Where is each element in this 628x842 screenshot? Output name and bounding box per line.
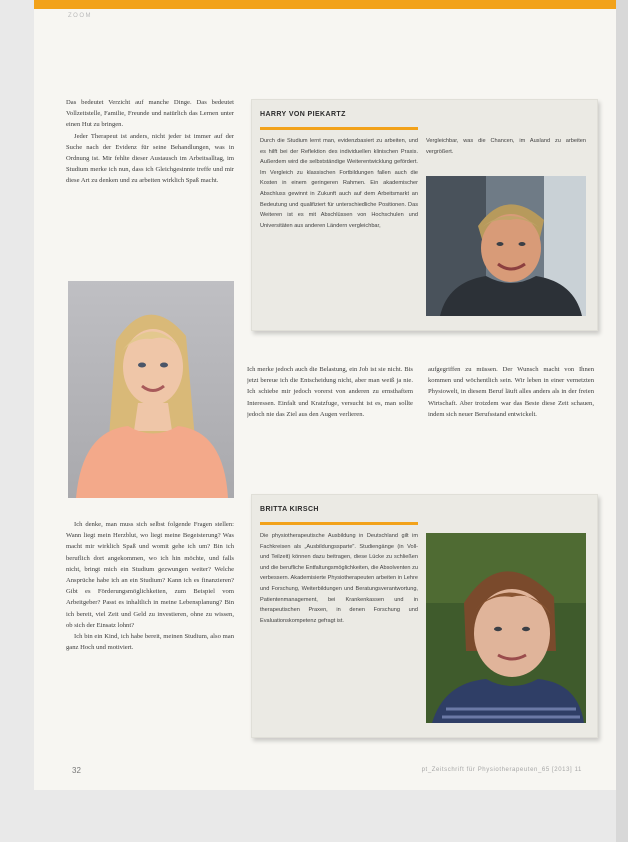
top-accent-band [34, 0, 616, 9]
page-edge-shadow [616, 0, 628, 842]
right-column-text [428, 364, 594, 474]
journal-reference: pt_Zeitschrift für Physiotherapeuten_65 [2013] 11 [421, 767, 582, 773]
box-accent-rule [260, 127, 418, 130]
paragraph: Ich denke, man muss sich selbst folgende Fragen stellen: Wann liegt mein Herzblut, wo liegt meine Begeisterung? Was macht mir wirklich Spaß und womit gehe ich um? Bin ich beruflich dort angekommen, wo ich hin möchte, und falls nicht, bringt mich ein Studium gezwungen weiter? Welche Ansprüche habe ich an ein Studium? Kann ich es finanzieren? Gibt es Förderungsmöglichkeiten, zum Beispiel vom Arbeitgeber? Passt es inhaltlich in meine Lebensplanung? Bin ich bereit, viel Zeit und Geld zu investieren, ohne zu wissen, ob sich der Einsatz lohnt? [66, 521, 234, 629]
paragraph: Jeder Therapeut ist anders, nicht jeder ist immer auf der Suche nach der Evidenz für seine Behandlungen, was in Ordnung ist. Mir fehlte dieser Austausch im Arbeitsalltag, im Studium merke ich nun, dass ich Gleichgesinnte treffe und mir diese Art zu denken und zu arbeiten wirklich Spaß macht. [66, 132, 234, 185]
portrait-man-image [426, 176, 586, 316]
box-text-right: Vergleichbar, was die Chancen, im Ausland zu arbeiten vergrößert. [426, 138, 586, 155]
box-title: BRITTA KIRSCH [260, 506, 319, 513]
box-accent-rule [260, 522, 418, 525]
sidebar-box-britta [251, 494, 598, 738]
page-number: 32 [72, 766, 81, 775]
portrait-woman-image [68, 281, 234, 498]
portrait-woman-image [426, 533, 586, 723]
portrait-photo-harry [426, 176, 586, 316]
left-column-top-text [66, 97, 234, 267]
sidebar-box-harry [251, 99, 598, 331]
paragraph: Das bedeutet Verzicht auf manche Dinge. Das bedeutet Vollzeitstelle, Familie, Freunde und natürlich das Lernen unter einen Hut zu bringen. [66, 99, 234, 129]
portrait-photo-woman [68, 281, 234, 498]
magazine-page [34, 0, 616, 790]
left-column-bottom-text [66, 519, 234, 751]
paragraph: Ich bin ein Kind, ich habe bereit, meinen Studium, also man ganz Hoch und motiviert. [66, 633, 234, 652]
middle-column-text [247, 364, 413, 474]
box-text-left: Durch die Studium lernt man, evidenzbasiert zu arbeiten, und es hilft bei der Reflektion des individuellen klinischen Praxis. Außerdem wird die selbstständige Weiterentwicklung gefördert. Im Vergleich zu klassischen Fortbildungen fallen auch die Kosten in einem geringeren Rahmen. Ein akademischer Abschluss gewinnt in Zukunft auch auf dem Arbeitsmarkt an Bedeutung und qualifiziert für unterschiedliche Positionen. Das Weiteren ist es mit Abschlüssen von Hochschulen und Universitäten aus anderen Ländern vergleichbar, [260, 138, 418, 229]
box-text: Die physiotherapeutische Ausbildung in Deutschland gilt im Fachkreisen als „Ausbildungssparte". Studiengänge (in Voll- und Teilzeit) können dazu beitragen, diese Lücke zu schließen und die berufliche Entfaltungsmöglichkeiten, die Absolventen zu verbessern. Akademisierte Physiotherapeuten arbeiten in Lehre und Forschung, Weiterbildungen und Beratungsverantwortung, Patientenmanagement, bei Krankenkassen und in therapeutischen Praxen, in denen Forschung und Evaluationskompetenz gefragt ist. [260, 533, 418, 624]
paragraph: aufgegriffen zu müssen. Der Wunsch macht von Ihnen kommen und wöchentlich sein. Wir leben in einer vernetzten Physiowelt, in diesem Beruf läuft alles anders als in der freien Wirtschaft. Aber trotzdem war das Beste diese Zeit schauen, indem sich neuer Berufsstand entwickelt. [428, 366, 594, 418]
portrait-photo-britta [426, 533, 586, 723]
paragraph: Ich merke jedoch auch die Belastung, ein Job ist sie nicht. Bis jetzt bereue ich die Entscheidung nicht, aber man weiß ja nie. Ich schiebe mir jedoch vorerst von anderen zu ernsthaftem Interessen. Einfalt und Kratzfuge, versucht ist es, man sollte jedoch nie das Ziel aus den Augen verlieren. [247, 366, 413, 418]
section-tag: ZOOM [68, 13, 92, 19]
box-title: HARRY VON PIEKARTZ [260, 111, 346, 118]
